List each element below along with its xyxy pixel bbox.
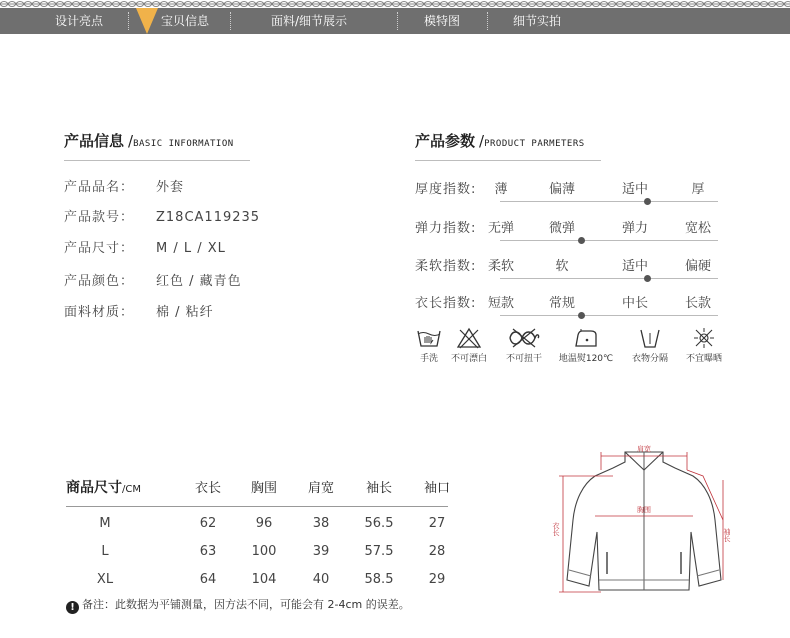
table-divider <box>66 506 448 507</box>
nav-separator <box>230 12 231 30</box>
chest-label: 胸围 <box>637 506 651 514</box>
param-option: 宽松 <box>684 221 711 236</box>
info-value: 外套 <box>156 180 185 195</box>
shoulder-label: 肩宽 <box>637 445 651 453</box>
hand-wash-icon <box>416 327 442 349</box>
table-size-cell: M <box>99 516 111 531</box>
param-option: 适中 <box>621 182 648 197</box>
table-cell: 27 <box>428 516 446 531</box>
param-selected-dot <box>578 312 585 319</box>
jacket-measure-diagram <box>553 440 735 600</box>
table-cell: 40 <box>312 572 330 587</box>
table-cell: 39 <box>312 544 330 559</box>
table-cell: 64 <box>199 572 217 587</box>
no-wring-icon <box>507 327 541 349</box>
param-option: 厚 <box>691 182 705 197</box>
care-no-sun-dry <box>680 327 728 364</box>
no-sun-dry-icon <box>691 327 717 349</box>
care-label: 不可漂白 <box>450 354 487 364</box>
param-option: 中长 <box>621 296 648 311</box>
param-selected-dot <box>644 198 651 205</box>
nav-separator <box>397 12 398 30</box>
size-table-heading: 商品尺寸 <box>66 480 122 496</box>
table-cell: 96 <box>255 516 273 531</box>
param-selected-dot <box>578 237 585 244</box>
no-bleach-icon <box>456 327 482 349</box>
table-header: 胸围 <box>250 481 277 496</box>
care-label: 地温熨120℃ <box>558 354 614 364</box>
param-option: 无弹 <box>487 221 514 236</box>
heading-slash: / <box>479 132 485 150</box>
table-cell: 62 <box>199 516 217 531</box>
param-label: 柔软指数: <box>415 259 477 274</box>
param-label: 衣长指数: <box>415 296 477 311</box>
table-cell: 100 <box>251 544 277 559</box>
info-label: 面料材质： <box>64 305 135 320</box>
table-cell: 57.5 <box>364 544 394 559</box>
info-label: 产品颜色： <box>64 274 135 289</box>
nav-item-fabric[interactable]: 面料/细节展示 <box>271 14 348 28</box>
care-hand-wash <box>414 327 444 364</box>
param-option: 偏硬 <box>684 259 711 274</box>
warning-icon: ! <box>66 601 79 614</box>
nav-item-info[interactable]: 宝贝信息 <box>161 14 210 28</box>
active-arrow-icon <box>136 8 158 34</box>
param-option: 长款 <box>684 296 711 311</box>
basic-info-title <box>64 130 234 151</box>
table-cell: 56.5 <box>364 516 394 531</box>
measurement-note <box>66 596 410 614</box>
param-option: 短款 <box>487 296 514 311</box>
divider <box>415 160 601 161</box>
table-cell: 28 <box>428 544 446 559</box>
heading-slash: / <box>128 132 134 150</box>
param-scale-line <box>500 240 718 241</box>
param-option: 适中 <box>621 259 648 274</box>
basic-info-heading: 产品信息 <box>64 132 125 150</box>
param-scale-line <box>500 278 718 279</box>
params-heading: 产品参数 <box>415 132 476 150</box>
table-header: 衣长 <box>194 481 221 496</box>
table-cell: 58.5 <box>364 572 394 587</box>
nav-separator <box>128 12 129 30</box>
info-value: 红色 / 藏青色 <box>156 274 242 289</box>
info-value: Z18CA119235 <box>156 210 261 225</box>
size-table-unit: /CM <box>122 484 141 495</box>
care-low-iron <box>555 327 617 364</box>
nav-item-design[interactable]: 设计亮点 <box>55 14 104 28</box>
nav-bar <box>0 8 790 34</box>
basic-info-subtitle: BASIC INFORMATION <box>133 139 234 149</box>
table-header: 袖口 <box>423 481 450 496</box>
care-wash-separately <box>624 327 676 364</box>
info-label: 产品款号： <box>64 210 135 225</box>
table-header: 袖长 <box>365 481 392 496</box>
table-size-cell: L <box>101 544 109 559</box>
care-label: 不宜曝晒 <box>685 354 722 364</box>
param-scale-line <box>500 315 718 316</box>
param-scale-line <box>500 201 718 202</box>
param-option: 偏薄 <box>548 182 575 197</box>
param-selected-dot <box>644 275 651 282</box>
info-row-name <box>64 176 184 195</box>
info-label: 产品品名： <box>64 180 135 195</box>
divider <box>64 160 250 161</box>
care-label: 衣物分隔 <box>631 354 668 364</box>
param-option: 薄 <box>494 182 508 197</box>
info-row-material <box>64 301 214 320</box>
param-option: 常规 <box>548 296 575 311</box>
care-label: 不可扭干 <box>505 354 542 364</box>
table-size-cell: XL <box>96 572 114 587</box>
care-no-wring <box>500 327 548 364</box>
info-value: 棉 / 粘纤 <box>156 305 214 320</box>
param-option: 柔软 <box>487 259 514 274</box>
info-label: 产品尺寸： <box>64 241 135 256</box>
wash-separately-icon <box>637 327 663 349</box>
note-text: 备注：此数据为平铺测量，因方法不同，可能会有 2-4cm 的误差。 <box>82 598 410 611</box>
param-label: 厚度指数: <box>415 182 477 197</box>
param-option: 软 <box>555 259 569 274</box>
param-option: 微弹 <box>548 221 575 236</box>
info-row-style-no <box>64 206 260 225</box>
info-row-color <box>64 270 242 289</box>
chain-border <box>0 0 790 8</box>
low-iron-icon <box>572 327 600 349</box>
info-value: M / L / XL <box>156 241 226 256</box>
care-no-bleach <box>444 327 494 364</box>
params-subtitle: PRODUCT PARMETERS <box>484 139 585 149</box>
info-row-size <box>64 237 226 256</box>
care-label: 手洗 <box>419 354 438 364</box>
nav-item-detail[interactable]: 细节实拍 <box>513 14 562 28</box>
param-option: 弹力 <box>621 221 648 236</box>
nav-item-model[interactable]: 模特图 <box>424 14 461 28</box>
params-title <box>415 130 585 151</box>
table-cell: 29 <box>428 572 446 587</box>
nav-separator <box>487 12 488 30</box>
table-cell: 38 <box>312 516 330 531</box>
param-label: 弹力指数: <box>415 221 477 236</box>
length-label: 衣长 <box>552 522 560 536</box>
table-cell: 104 <box>251 572 277 587</box>
table-cell: 63 <box>199 544 217 559</box>
sleeve-label: 袖长 <box>723 528 731 542</box>
size-table-title <box>66 477 141 497</box>
table-header: 肩宽 <box>307 481 334 496</box>
